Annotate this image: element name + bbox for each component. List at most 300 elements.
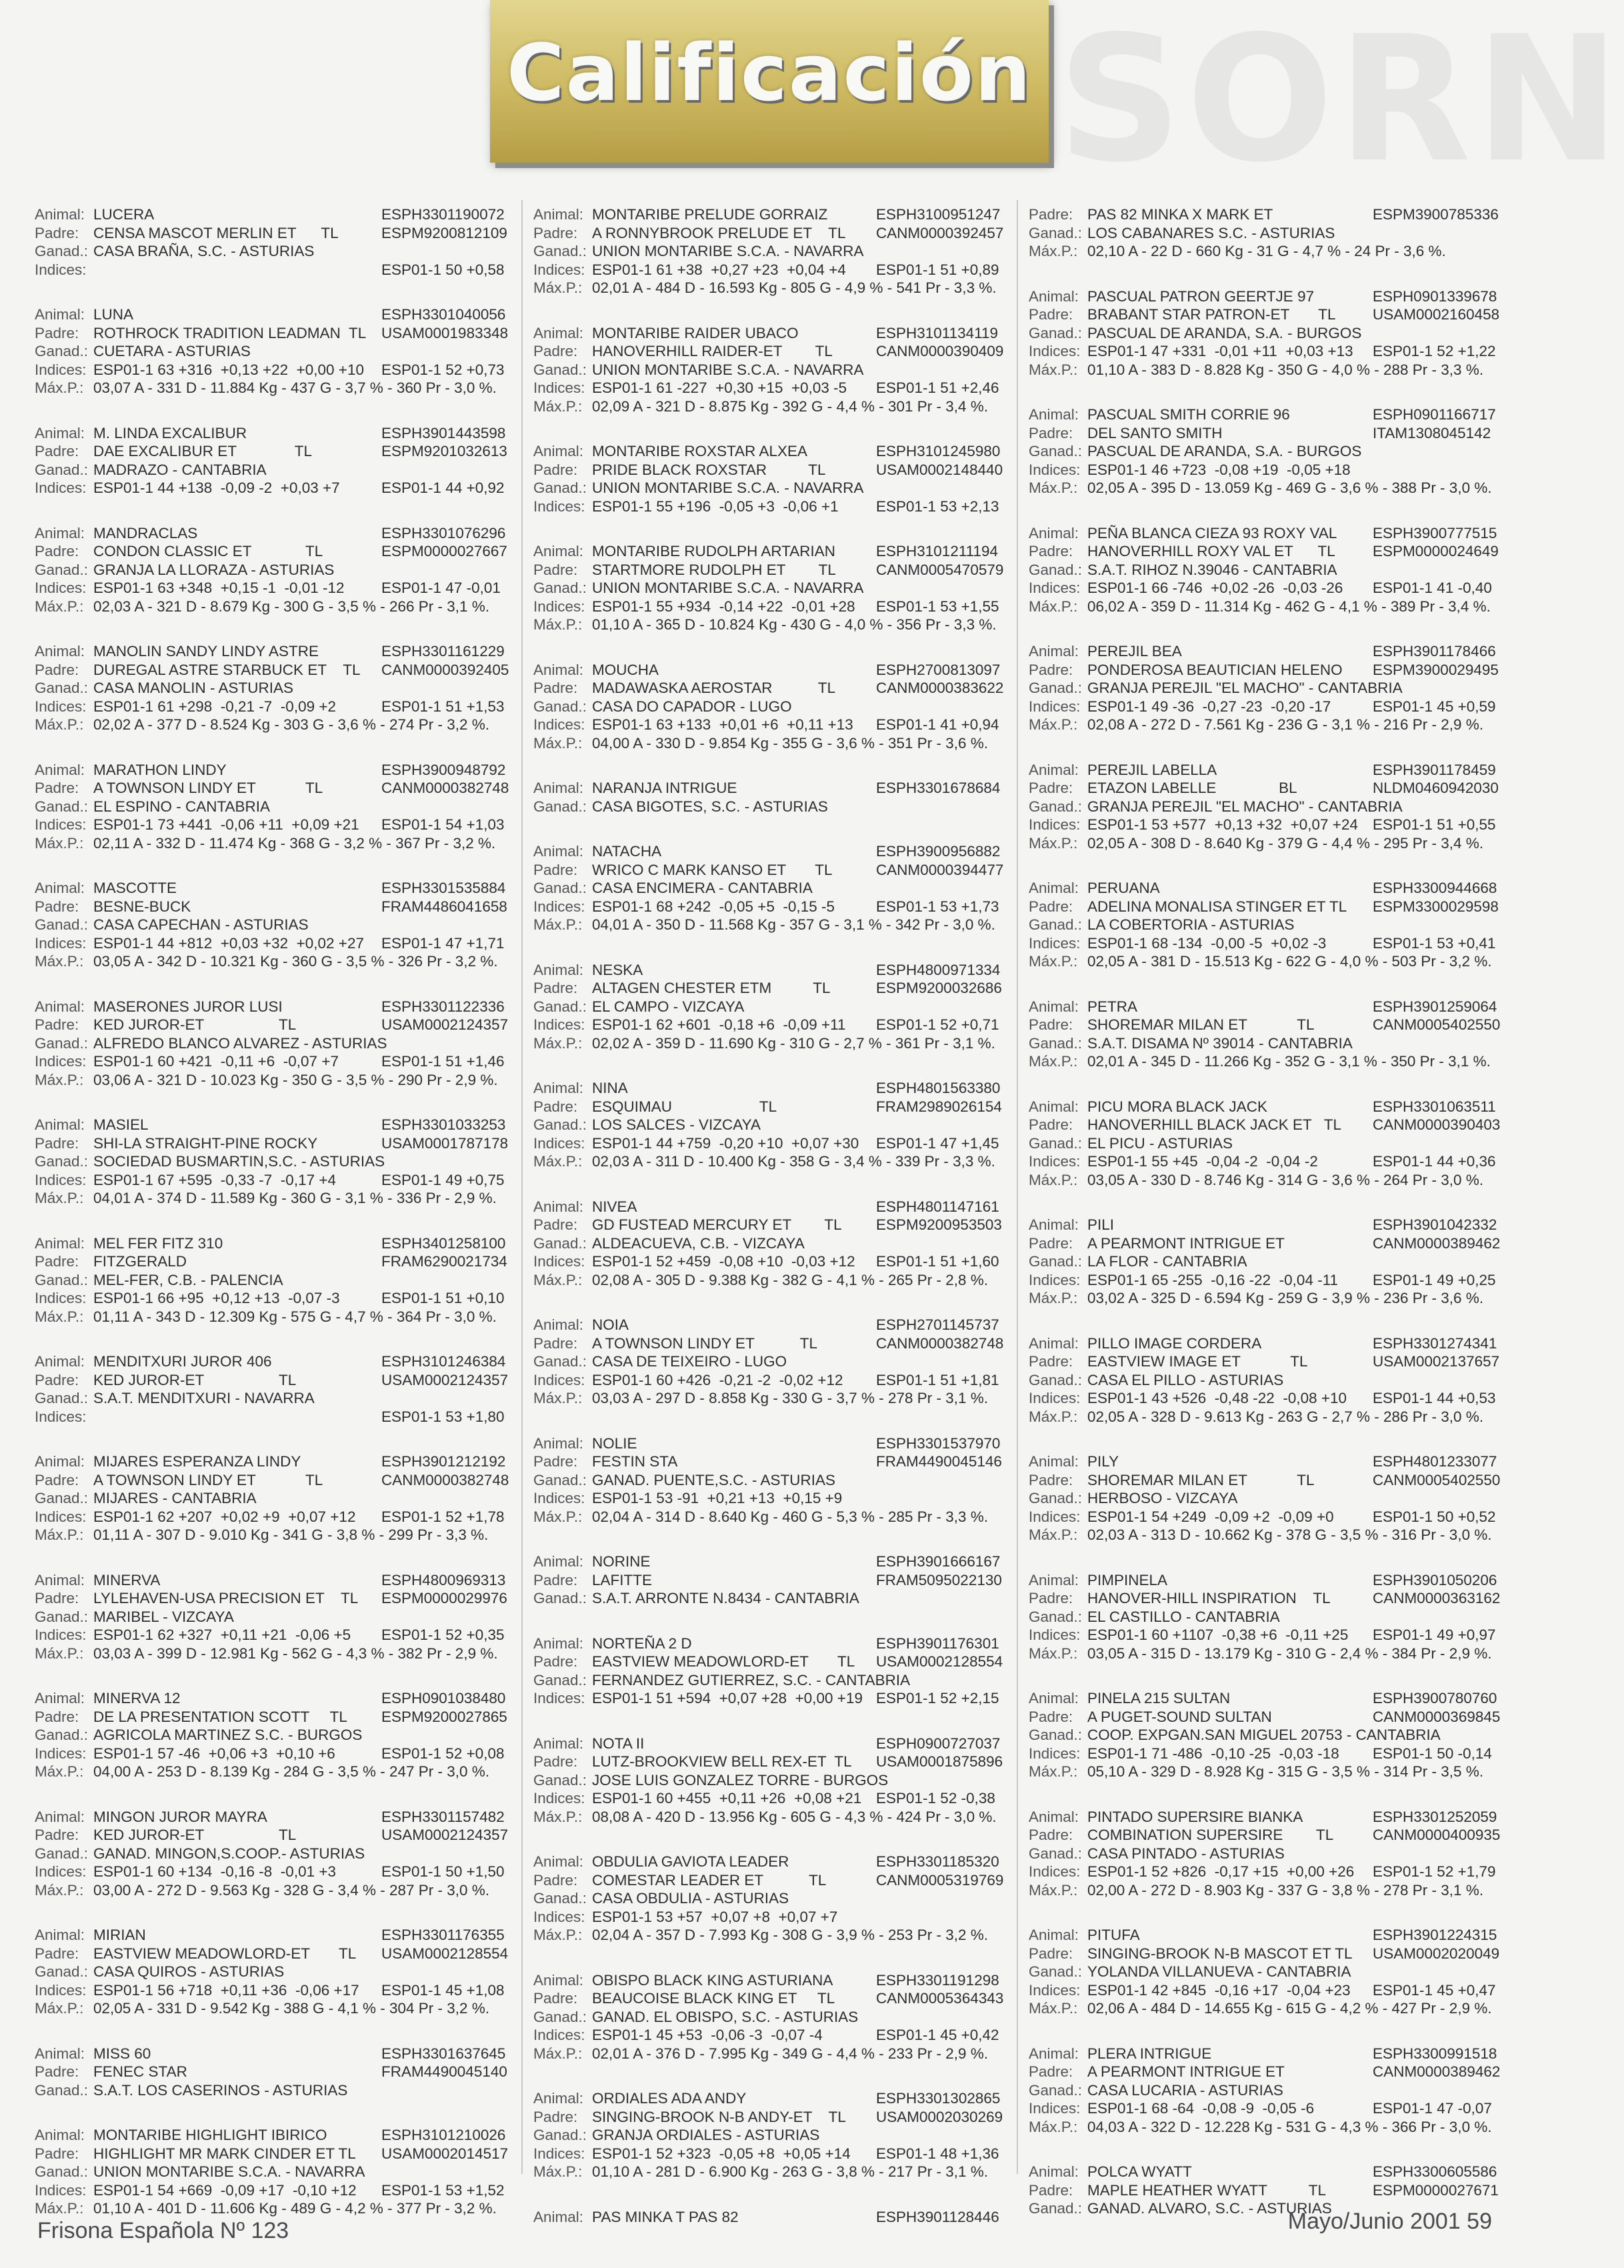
- breeder-label: Ganad.:: [533, 1116, 587, 1133]
- sire-label: Padre:: [35, 1827, 79, 1843]
- breeder-content: [1087, 679, 1499, 698]
- sire-row: [533, 861, 1003, 880]
- sire-label: Padre:: [1029, 2063, 1073, 2080]
- max-production-value: 02,05 A - 381 D - 15.513 Kg - 622 G - 4,0 % - 503 Pr - 3,2 %.: [1087, 953, 1492, 970]
- animal-value: LUCERA: [93, 206, 155, 223]
- max-production-value: 02,01 A - 345 D - 11.266 Kg - 352 G - 3,1 % - 350 Pr - 3,1 %.: [1087, 1053, 1491, 1070]
- animal-value: PLERA INTRIGUE: [1087, 2045, 1212, 2062]
- max-production-row: [533, 916, 1003, 934]
- indices-row: [1029, 1863, 1499, 1881]
- breeder-row: [1029, 224, 1499, 243]
- indices-label: Indices:: [1029, 2100, 1081, 2117]
- animal-value: ORDIALES ADA ANDY: [592, 2090, 747, 2107]
- animal-label: Animal:: [533, 1853, 584, 1870]
- sire-row: [533, 1571, 1003, 1590]
- animal-content: [592, 661, 1003, 680]
- sire-value: SHOREMAR MILAN ET TL: [1087, 1471, 1315, 1488]
- sire-content: [592, 561, 1003, 580]
- sire-label: Padre:: [1029, 780, 1073, 796]
- indices-code: ESP01-1 52 +1,79: [1373, 1863, 1496, 1880]
- breeder-row: [35, 1271, 508, 1290]
- indices-content: [592, 598, 1003, 616]
- sire-code: ESPM3900029495: [1373, 661, 1499, 678]
- indices-label: Indices:: [1029, 1863, 1081, 1880]
- max-production-content: [592, 1152, 1003, 1171]
- indices-code: ESP01-1 45 +0,47: [1373, 1981, 1496, 1999]
- indices-label: Indices:: [533, 2027, 585, 2043]
- breeder-row: [533, 579, 1003, 598]
- animal-record: [35, 1926, 508, 2018]
- max-production-row: [35, 1881, 508, 1900]
- animal-value: NATACHA: [592, 843, 662, 860]
- breeder-row: [1029, 1845, 1499, 1863]
- sire-row: [1029, 1826, 1499, 1845]
- breeder-content: [1087, 2081, 1499, 2100]
- animal-record: [533, 842, 1003, 934]
- max-production-row: [35, 952, 508, 971]
- sire-value: DE LA PRESENTATION SCOTT TL: [93, 1708, 347, 1725]
- animal-record: [1029, 1216, 1499, 1308]
- max-production-value: 02,05 A - 395 D - 13.059 Kg - 469 G - 3,6 % - 388 Pr - 3,0 %.: [1087, 479, 1492, 496]
- indices-value: ESP01-1 61 -227 +0,30 +15 +0,03 -5: [592, 379, 847, 396]
- sire-code: USAM0002160458: [1373, 306, 1500, 323]
- sire-code: CANM0000392405: [381, 661, 509, 678]
- breeder-row: [1029, 1726, 1499, 1745]
- indices-content: [1087, 1508, 1499, 1526]
- max-production-value: 06,02 A - 359 D - 11.314 Kg - 462 G - 4,1 % - 389 Pr - 3,4 %.: [1087, 598, 1491, 615]
- animal-label: Animal:: [1029, 761, 1079, 778]
- indices-content: [592, 716, 1003, 734]
- breeder-label: Ganad.:: [1029, 2081, 1083, 2099]
- indices-value: ESP01-1 68 -134 -0,00 -5 +0,02 -3: [1087, 934, 1327, 952]
- sire-code: NLDM0460942030: [1373, 780, 1499, 796]
- animal-content: [592, 1971, 1003, 1990]
- breeder-row: [35, 679, 508, 698]
- max-production-value: 02,00 A - 272 D - 8.903 Kg - 337 G - 3,8 % - 278 Pr - 3,1 %.: [1087, 1881, 1484, 1899]
- indices-value: ESP01-1 52 +459 -0,08 +10 -0,03 +12: [592, 1253, 855, 1270]
- breeder-value: CASA DO CAPADOR - LUGO: [592, 698, 792, 715]
- sire-code: USAM0002148440: [876, 461, 1003, 478]
- indices-label: Indices:: [533, 1371, 585, 1388]
- sire-code: USAM0002020049: [1373, 1945, 1500, 1962]
- indices-row: [533, 1134, 1003, 1153]
- max-production-row: [1029, 1408, 1499, 1426]
- sire-row: [1029, 2063, 1499, 2081]
- breeder-row: [1029, 442, 1499, 461]
- sire-code: CANM0000389462: [1373, 1234, 1501, 1252]
- animal-code: ESPH3301678684: [876, 780, 1001, 796]
- animal-content: [93, 998, 508, 1016]
- sire-label: Padre:: [533, 1216, 578, 1233]
- animal-code: ESPH3901128446: [876, 2208, 999, 2225]
- indices-row: [35, 1171, 508, 1190]
- records-column-3: [1029, 205, 1501, 2217]
- animal-label: Animal:: [35, 643, 85, 660]
- sire-code: ESPM9201032613: [381, 443, 507, 459]
- breeder-value: MADRAZO - CANTABRIA: [93, 461, 267, 478]
- animal-record: [35, 879, 508, 971]
- animal-record: [533, 1316, 1003, 1408]
- sire-row: [1029, 1471, 1499, 1490]
- indices-row: [35, 698, 508, 716]
- breeder-value: AGRICOLA MARTINEZ S.C. - BURGOS: [93, 1727, 363, 1743]
- indices-code: ESP01-1 47 +1,71: [381, 934, 505, 952]
- max-production-label: Máx.P.:: [1029, 1290, 1078, 1306]
- animal-record: [533, 1079, 1003, 1171]
- animal-value: MONTARIBE HIGHLIGHT IBIRICO: [93, 2127, 327, 2143]
- sire-row: [35, 224, 508, 243]
- max-production-content: [592, 279, 1003, 297]
- sire-row: [35, 1708, 508, 1727]
- indices-code: ESP01-1 53 +1,55: [876, 598, 999, 615]
- breeder-content: [592, 798, 1003, 816]
- breeder-content: [93, 461, 508, 479]
- breeder-content: [93, 798, 508, 816]
- animal-code: ESPH0900727037: [876, 1735, 1001, 1752]
- indices-row: [35, 1981, 508, 2000]
- indices-code: ESP01-1 53 +1,52: [381, 2181, 505, 2199]
- indices-value: ESP01-1 73 +441 -0,06 +11 +0,09 +21: [93, 816, 359, 833]
- sire-label: Padre:: [1029, 1590, 1073, 1606]
- sire-value: FESTIN STA: [592, 1453, 678, 1470]
- animal-content: [93, 2045, 508, 2063]
- animal-label: Animal:: [35, 524, 85, 541]
- sire-value: PONDEROSA BEAUTICIAN HELENO: [1087, 661, 1343, 678]
- breeder-row: [35, 1389, 508, 1408]
- animal-row: [1029, 2045, 1499, 2063]
- indices-value: ESP01-1 60 +1107 -0,38 +6 -0,11 +25: [1087, 1626, 1349, 1643]
- max-production-label: Máx.P.:: [35, 1881, 84, 1899]
- max-production-content: [592, 1508, 1003, 1526]
- breeder-row: [533, 1352, 1003, 1371]
- indices-label: Indices:: [35, 934, 87, 952]
- animal-value: MIJARES ESPERANZA LINDY: [93, 1453, 301, 1470]
- sire-code: ESPM0000027671: [1373, 2181, 1499, 2199]
- animal-label: Animal:: [1029, 2045, 1079, 2062]
- animal-record: [35, 1808, 508, 1900]
- animal-row: [1029, 405, 1499, 424]
- animal-value: MASIEL: [93, 1116, 149, 1133]
- breeder-content: [1087, 224, 1499, 243]
- breeder-label: Ganad.:: [1029, 1608, 1083, 1625]
- breeder-row: [533, 1889, 1003, 1908]
- sire-label: Padre:: [35, 1134, 79, 1152]
- max-production-row: [533, 397, 1003, 416]
- max-production-row: [35, 1308, 508, 1326]
- animal-content: [93, 1808, 508, 1827]
- animal-value: LUNA: [93, 306, 134, 323]
- sire-row: [1029, 205, 1499, 224]
- sire-code: ESPM9200032686: [876, 980, 1002, 996]
- breeder-label: Ganad.:: [533, 2008, 587, 2025]
- breeder-label: Ganad.:: [1029, 1034, 1083, 1052]
- animal-label: Animal:: [533, 1080, 584, 1096]
- breeder-row: [35, 342, 508, 361]
- breeder-label: Ganad.:: [35, 1490, 89, 1506]
- sire-row: [533, 1216, 1003, 1234]
- animal-label: Animal:: [533, 961, 584, 978]
- sire-value: WRICO C MARK KANSO ET TL: [592, 861, 833, 878]
- breeder-value: EL ESPINO - CANTABRIA: [93, 798, 271, 815]
- animal-label: Animal:: [35, 761, 85, 778]
- breeder-label: Ganad.:: [533, 1771, 587, 1789]
- sire-label: Padre:: [35, 543, 79, 559]
- breeder-content: [1087, 1608, 1499, 1626]
- max-production-row: [533, 616, 1003, 634]
- sire-row: [1029, 1589, 1499, 1608]
- sire-label: Padre:: [533, 2108, 578, 2125]
- sire-content: [1087, 1352, 1499, 1371]
- sire-row: [35, 661, 508, 680]
- indices-label: Indices:: [533, 1016, 585, 1033]
- sire-label: Padre:: [533, 1098, 578, 1115]
- animal-label: Animal:: [35, 998, 85, 1015]
- sire-code: CANM0005402550: [1373, 1471, 1501, 1488]
- sire-content: [1087, 1116, 1499, 1134]
- sire-value: CENSA MASCOT MERLIN ET TL: [93, 224, 339, 241]
- indices-code: ESP01-1 52 +2,15: [876, 1690, 999, 1707]
- breeder-label: Ganad.:: [35, 1845, 89, 1862]
- indices-row: [533, 1371, 1003, 1390]
- indices-label: Indices:: [533, 497, 585, 515]
- sire-value: CONDON CLASSIC ET TL: [93, 543, 323, 559]
- animal-code: ESPH4801233077: [1373, 1453, 1497, 1470]
- animal-label: Animal:: [35, 1453, 85, 1470]
- sire-row: [35, 779, 508, 798]
- sire-code: CANM0000382748: [381, 1471, 509, 1488]
- animal-record: [35, 761, 508, 853]
- indices-value: ESP01-1 52 +323 -0,05 +8 +0,05 +14: [592, 2145, 851, 2162]
- animal-value: MIRIAN: [93, 1927, 146, 1943]
- animal-code: ESPH3100951247: [876, 206, 1001, 223]
- indices-value: ESP01-1 66 -746 +0,02 -26 -0,03 -26: [1087, 580, 1343, 596]
- indices-value: ESP01-1 60 +134 -0,16 -8 -0,01 +3: [93, 1863, 336, 1880]
- animal-label: Animal:: [35, 424, 85, 441]
- animal-content: [592, 1434, 1003, 1453]
- indices-row: [1029, 1626, 1499, 1644]
- sire-content: [592, 342, 1003, 361]
- breeder-row: [533, 1471, 1003, 1490]
- max-production-content: [592, 1034, 1003, 1053]
- breeder-content: [592, 2126, 1003, 2145]
- sire-code: CANM0005470579: [876, 561, 1004, 578]
- breeder-row: [533, 479, 1003, 497]
- animal-code: ESPH3901259064: [1373, 998, 1497, 1015]
- indices-label: Indices:: [1029, 1745, 1081, 1762]
- max-production-content: [93, 834, 508, 853]
- animal-record: [533, 1634, 1003, 1708]
- animal-record: [533, 1198, 1003, 1290]
- indices-content: [93, 1745, 508, 1763]
- indices-value: ESP01-1 71 -486 -0,10 -25 -0,03 -18: [1087, 1745, 1339, 1762]
- animal-code: ESPH4800969313: [381, 1571, 506, 1588]
- sire-value: A PEARMONT INTRIGUE ET: [1087, 2063, 1285, 2080]
- indices-label: Indices:: [533, 1690, 585, 1707]
- indices-content: [592, 1489, 1003, 1508]
- breeder-value: LOS SALCES - VIZCAYA: [592, 1116, 761, 1133]
- max-production-label: Máx.P.:: [35, 834, 84, 852]
- max-production-label: Máx.P.:: [1029, 1408, 1078, 1425]
- max-production-row: [1029, 1999, 1499, 2018]
- max-production-value: 03,03 A - 297 D - 8.858 Kg - 330 G - 3,7 % - 278 Pr - 3,1 %.: [592, 1390, 989, 1406]
- indices-content: [93, 1508, 508, 1526]
- breeder-row: [533, 1671, 1003, 1690]
- indices-value: ESP01-1 53 +57 +0,07 +8 +0,07 +7: [592, 1908, 838, 1925]
- breeder-row: [1029, 1489, 1499, 1508]
- indices-code: [876, 1908, 1003, 1927]
- sire-row: [1029, 424, 1499, 443]
- indices-content: [592, 1689, 1003, 1708]
- indices-label: Indices:: [533, 598, 585, 615]
- indices-value: ESP01-1 63 +133 +0,01 +6 +0,11 +13: [592, 716, 853, 733]
- sire-value: MAPLE HEATHER WYATT TL: [1087, 2181, 1326, 2199]
- max-production-value: 01,10 A - 365 D - 10.824 Kg - 430 G - 4,0 % - 356 Pr - 3,3 %.: [592, 616, 997, 633]
- breeder-value: UNION MONTARIBE S.C.A. - NAVARRA: [592, 361, 864, 378]
- indices-content: [592, 1371, 1003, 1390]
- animal-code: ESPH3301122336: [381, 998, 505, 1015]
- animal-label: Animal:: [1029, 880, 1079, 896]
- indices-label: Indices:: [533, 1253, 585, 1270]
- max-production-label: Máx.P.:: [1029, 2118, 1078, 2135]
- indices-code: ESP01-1 50 +1,50: [381, 1863, 505, 1880]
- indices-row: [1029, 461, 1499, 479]
- indices-row: [35, 479, 508, 497]
- breeder-row: [533, 1116, 1003, 1134]
- max-production-content: [1087, 598, 1499, 616]
- indices-content: [93, 816, 508, 834]
- animal-code: ESPH2700813097: [876, 661, 1001, 678]
- breeder-label: Ganad.:: [35, 343, 89, 359]
- animal-label: Animal:: [1029, 1098, 1079, 1115]
- sire-row: [533, 461, 1003, 479]
- breeder-label: Ganad.:: [533, 798, 587, 815]
- sire-content: [93, 2063, 508, 2081]
- indices-code: ESP01-1 49 +0,97: [1373, 1626, 1496, 1643]
- sire-content: [592, 1652, 1003, 1671]
- max-production-value: 01,11 A - 307 D - 9.010 Kg - 341 G - 3,8 % - 299 Pr - 3,3 %.: [93, 1526, 489, 1543]
- max-production-content: [592, 2163, 1003, 2181]
- animal-content: [1087, 524, 1499, 543]
- animal-record: [533, 1971, 1003, 2063]
- max-production-label: Máx.P.:: [533, 916, 583, 933]
- sire-content: [93, 324, 508, 343]
- indices-content: [93, 1289, 508, 1308]
- background-watermark: SORN: [1057, 0, 1624, 201]
- indices-row: [1029, 579, 1499, 598]
- max-production-value: 02,04 A - 357 D - 7.993 Kg - 308 G - 3,9 % - 253 Pr - 3,2 %.: [592, 1927, 989, 1943]
- indices-code: ESP01-1 54 +1,03: [381, 816, 505, 833]
- max-production-content: [1087, 834, 1499, 853]
- animal-row: [35, 305, 508, 324]
- animal-content: [1087, 1098, 1499, 1116]
- animal-record: [533, 1853, 1003, 1945]
- sire-code: FRAM6290021734: [381, 1253, 507, 1270]
- indices-content: [1087, 816, 1499, 834]
- max-production-content: [592, 616, 1003, 634]
- animal-record: [35, 524, 508, 616]
- sire-row: [1029, 779, 1499, 798]
- sire-value: SINGING-BROOK N-B ANDY-ET TL: [592, 2108, 846, 2125]
- animal-value: MANDRACLAS: [93, 524, 198, 541]
- max-production-label: Máx.P.:: [1029, 1171, 1078, 1188]
- max-production-content: [1087, 1171, 1499, 1190]
- animal-code: ESPH0901038480: [381, 1690, 506, 1707]
- indices-content: [1087, 1152, 1499, 1171]
- breeder-value: S.A.T. LOS CASERINOS - ASTURIAS: [93, 2081, 348, 2099]
- breeder-row: [1029, 561, 1499, 580]
- animal-code: ESPH2701145737: [876, 1316, 999, 1333]
- animal-value: PAS MINKA T PAS 82: [592, 2208, 739, 2225]
- animal-code: ESPH3901042332: [1373, 1216, 1497, 1233]
- max-production-label: Máx.P.:: [35, 716, 84, 733]
- sire-value: A TOWNSON LINDY ET TL: [592, 1334, 818, 1352]
- sire-content: [592, 224, 1003, 243]
- animal-label: Animal:: [533, 1735, 584, 1752]
- indices-value: ESP01-1 65 -255 -0,16 -22 -0,04 -11: [1087, 1271, 1339, 1288]
- max-production-value: 02,03 A - 321 D - 8.679 Kg - 300 G - 3,5 % - 266 Pr - 3,1 %.: [93, 598, 490, 615]
- max-production-content: [1087, 479, 1499, 497]
- animal-label: Animal:: [1029, 1927, 1079, 1943]
- max-production-label: Máx.P.:: [35, 379, 84, 396]
- sire-content: [1087, 205, 1499, 224]
- sire-row: [533, 1098, 1003, 1116]
- sire-value: LYLEHAVEN-USA PRECISION ET TL: [93, 1590, 359, 1606]
- indices-code: ESP01-1 48 +1,36: [876, 2145, 999, 2162]
- sire-row: [1029, 898, 1499, 916]
- max-production-value: 02,01 A - 376 D - 7.995 Kg - 349 G - 4,4 % - 233 Pr - 2,9 %.: [592, 2045, 989, 2062]
- indices-content: [1087, 2099, 1499, 2118]
- sire-content: [592, 461, 1003, 479]
- indices-row: [1029, 1389, 1499, 1408]
- sire-content: [1087, 779, 1499, 798]
- max-production-label: Máx.P.:: [1029, 1763, 1078, 1780]
- max-production-content: [592, 734, 1003, 753]
- sire-content: [1087, 1826, 1499, 1845]
- max-production-value: 04,00 A - 330 D - 9.854 Kg - 355 G - 3,6 % - 351 Pr - 3,6 %.: [592, 734, 989, 752]
- indices-row: [533, 1908, 1003, 1927]
- animal-value: NORTEÑA 2 D: [592, 1634, 692, 1652]
- animal-label: Animal:: [1029, 524, 1079, 541]
- indices-content: [592, 1016, 1003, 1034]
- sire-label: Padre:: [533, 1334, 578, 1352]
- animal-value: MONTARIBE ROXSTAR ALXEA: [592, 443, 807, 459]
- animal-row: [35, 2045, 508, 2063]
- sire-row: [533, 561, 1003, 580]
- indices-content: [592, 1134, 1003, 1153]
- animal-record: [533, 661, 1003, 753]
- max-production-row: [35, 834, 508, 853]
- max-production-row: [1029, 834, 1499, 853]
- indices-code: ESP01-1 49 +0,25: [1373, 1271, 1496, 1288]
- max-production-label: Máx.P.:: [533, 1508, 583, 1525]
- animal-record: [1029, 524, 1499, 616]
- breeder-value: LA FLOR - CANTABRIA: [1087, 1253, 1247, 1270]
- max-production-value: 02,09 A - 321 D - 8.875 Kg - 392 G - 4,4 % - 301 Pr - 3,4 %.: [592, 397, 989, 415]
- indices-code: ESP01-1 44 +0,36: [1373, 1153, 1496, 1170]
- indices-content: [1087, 1626, 1499, 1644]
- sire-code: ESPM0000027667: [381, 543, 507, 559]
- sire-label: Padre:: [533, 1871, 578, 1889]
- indices-value: ESP01-1 43 +526 -0,48 -22 -0,08 +10: [1087, 1390, 1347, 1406]
- breeder-content: [592, 579, 1003, 598]
- indices-label: Indices:: [1029, 816, 1081, 833]
- indices-code: ESP01-1 53 +2,13: [876, 497, 999, 515]
- breeder-content: [93, 1963, 508, 1981]
- sire-row: [35, 1371, 508, 1390]
- indices-code: [876, 1489, 1003, 1508]
- animal-row: [35, 1926, 508, 1945]
- max-production-content: [93, 1526, 508, 1544]
